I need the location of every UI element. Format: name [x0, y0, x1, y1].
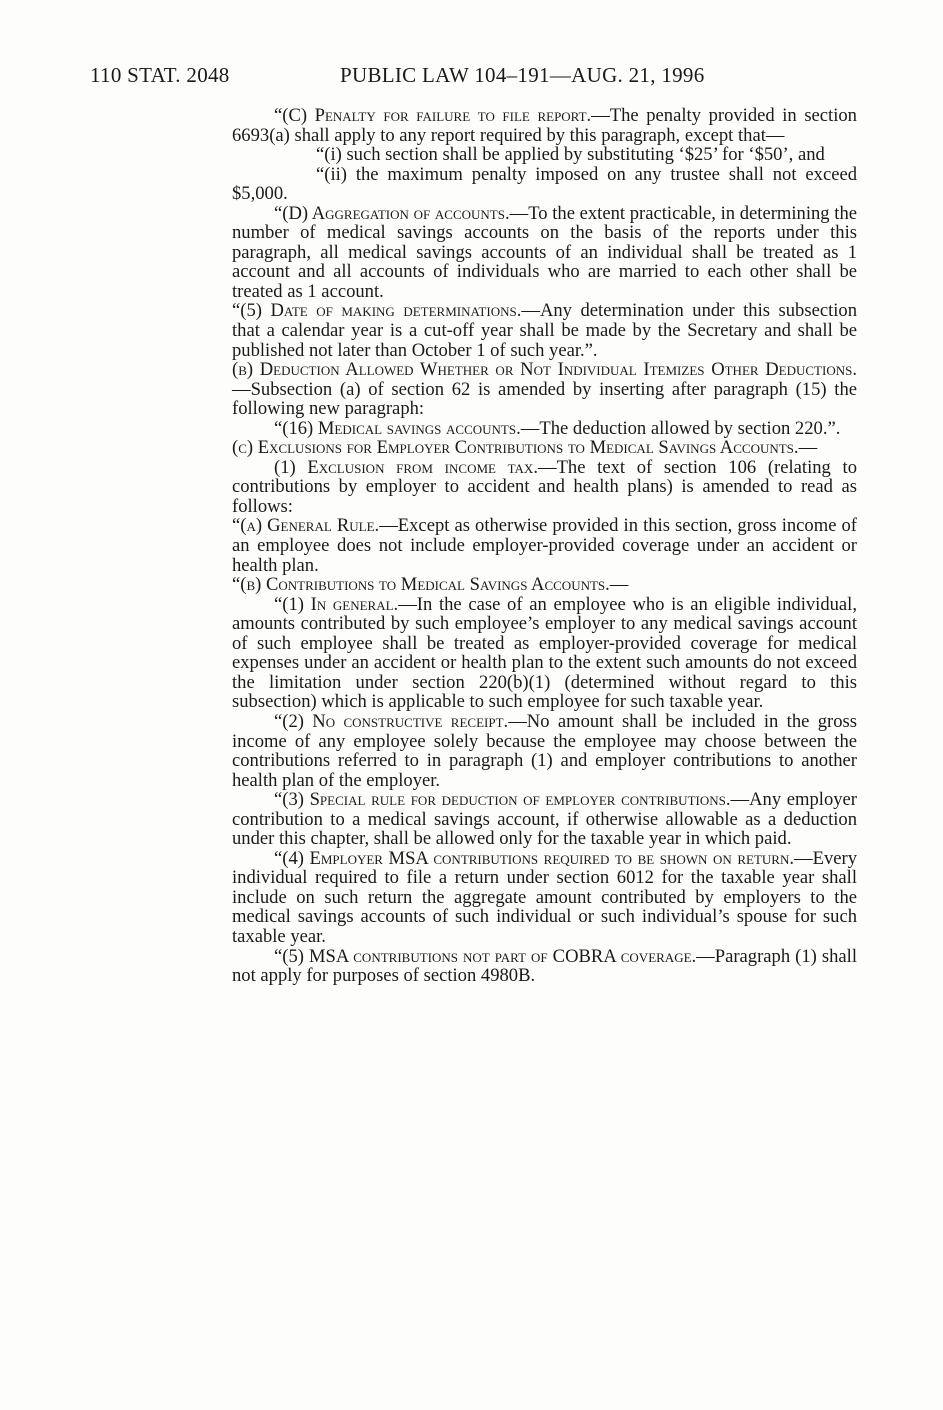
- para-c-i: “(i) such section shall be applied by substituting ‘$25’ for ‘$50’, and: [316, 144, 825, 166]
- para-a-general-rule: “(a) General Rule.—Except as otherwise provided in this section, gross income of an employee does not include employer-provided coverage under an accident or health plan.: [232, 515, 857, 576]
- subsection-b: (b) Deduction Allowed Whether or Not Individual Itemizes Other Deductions.—Subsection (a) of section 62 is amended by inserting after paragraph (15) the following new paragraph:: [232, 359, 857, 420]
- para-b3-special-rule: “(3) Special rule for deduction of employer contributions.—Any employer contribution to a medical savings account, if otherwise allowable as a deduction under this chapter, shall be allowed only for the taxable year in which paid.: [232, 789, 857, 850]
- para-d-aggregation: “(D) Aggregation of accounts.—To the extent practicable, in determining the number of medical savings accounts on the basis of the reports under this paragraph, all medical savings accounts of an individual shall be treated as 1 account and all accounts of individuals who are married to each other shall be treated as 1 account.: [232, 202, 857, 302]
- subsection-c: (c) Exclusions for Employer Contributions to Medical Savings Accounts.—: [232, 437, 818, 459]
- para-b1-in-general: “(1) In general.—In the case of an employee who is an eligible individual, amounts contributed by such employee’s employer to any medical savings account of such employee shall be treated as employer-provided coverage for medical expenses under an accident or health plan to the extent such amounts do not exceed the limitation under section 220(b)(1) (determined without regard to this subsection) which is applicable to such employee for such taxable year.: [232, 593, 857, 713]
- document-body: [232, 106, 857, 986]
- para-b4-employer-msa: “(4) Employer MSA contributions required to be shown on return.—Every individual required to file a return under section 6012 for the taxable year shall include on such return the aggregate amount contributed by employers to the medical savings accounts of such individual or such individual’s spouse for such taxable year.: [232, 847, 857, 947]
- para-16: “(16) Medical savings accounts.—The deduction allowed by section 220.”.: [274, 417, 841, 439]
- para-b-contributions: “(b) Contributions to Medical Savings Accounts.—: [232, 574, 629, 596]
- para-b2-no-constructive: “(2) No constructive receipt.—No amount shall be included in the gross income of any employee solely because the employee may choose between the contributions referred to in paragraph (1) and employer contributions to another health plan of the employer.: [232, 710, 857, 791]
- law-reference: PUBLIC LAW 104–191—AUG. 21, 1996: [340, 63, 705, 87]
- para-5-date: “(5) Date of making determinations.—Any determination under this subsection that a calendar year is a cut-off year shall be made by the Secretary and shall be published not later than October 1 of such year.”.: [232, 300, 858, 361]
- para-b5-msa-cobra: “(5) MSA contributions not part of COBRA coverage.—Paragraph (1) shall not apply for purposes of section 4980B.: [232, 945, 857, 987]
- para-1-exclusion: (1) Exclusion from income tax.—The text of section 106 (relating to contributions by employer to accident and health plans) is amended to read as follows:: [232, 456, 858, 517]
- para-c-penalty: “(C) Penalty for failure to file report.—The penalty provided in section 6693(a) shall apply to any report required by this paragraph, except that—: [232, 105, 857, 146]
- para-c-ii: “(ii) the maximum penalty imposed on any trustee shall not exceed $5,000.: [232, 163, 857, 205]
- page-reference: 110 STAT. 2048: [90, 63, 230, 87]
